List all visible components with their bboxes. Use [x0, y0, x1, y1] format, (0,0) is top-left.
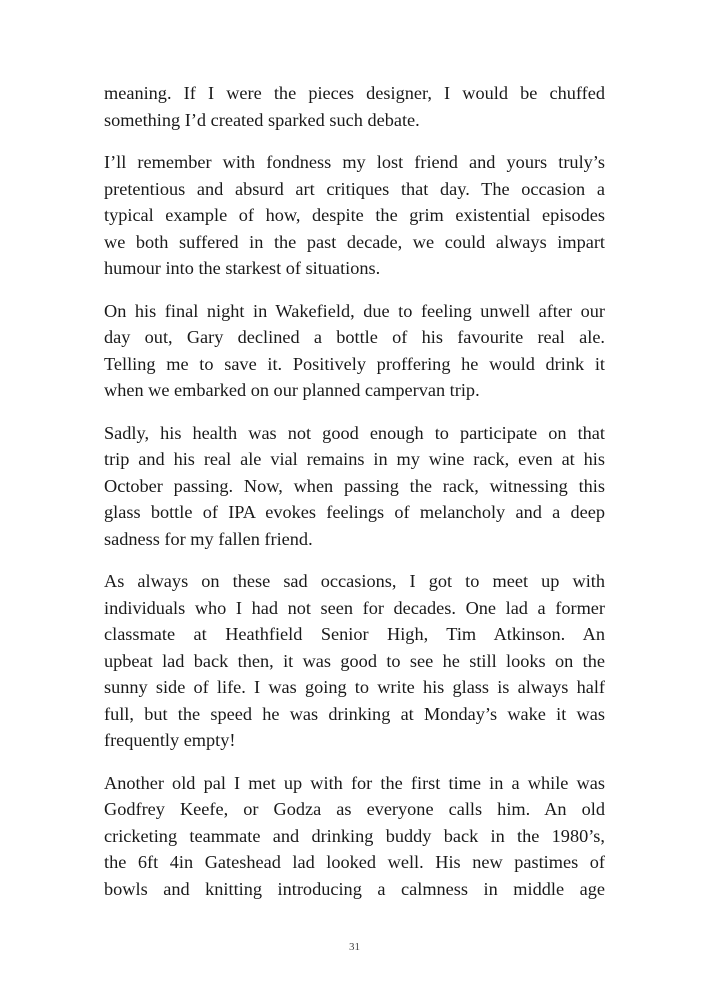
page-body [104, 80, 605, 918]
text-line: humour into the starkest of situations. [104, 258, 381, 278]
paragraph-2 [104, 149, 605, 282]
paragraph-1 [104, 80, 605, 133]
text-line: I’ll remember with fondness my lost friend and yours truly’s [104, 152, 605, 172]
text-line: typical example of how, despite the grim existential episodes [104, 205, 605, 225]
paragraph-5 [104, 568, 605, 754]
text-line: something I’d created sparked such debate. [104, 109, 420, 130]
paragraph-4 [104, 420, 605, 553]
text-line: bowls and knitting introducing a calmness in middle age [104, 878, 605, 899]
page-number: 31 [349, 941, 360, 953]
text-line: classmate at Heathfield Senior High, Tim Atkinson. An [104, 624, 605, 644]
text-line: trip and his real ale vial remains in my wine rack, even at his [104, 449, 605, 469]
text-line: Godfrey Keefe, or Godza as everyone calls him. An old [104, 799, 605, 819]
paragraph-6 [104, 770, 605, 903]
text-line: cricketing teammate and drinking buddy back in the 1980’s, [104, 825, 605, 846]
text-line: we both suffered in the past decade, we could always impart [104, 231, 605, 252]
text-line: Another old pal I met up with for the first time in a while was [104, 772, 605, 793]
text-line: glass bottle of IPA evokes feelings of melancholy and a deep [104, 502, 605, 522]
text-line: sadness for my fallen friend. [104, 528, 313, 549]
text-line: the 6ft 4in Gateshead lad looked well. His new pastimes of [104, 852, 605, 872]
text-line: day out, Gary declined a bottle of his favourite real ale. [104, 327, 605, 347]
text-line: individuals who I had not seen for decades. One lad a former [104, 597, 605, 618]
text-line: pretentious and absurd art critiques that day. The occasion a [104, 178, 605, 199]
text-line: October passing. Now, when passing the rack, witnessing this [104, 475, 605, 496]
text-line: As always on these sad occasions, I got to meet up with [104, 571, 605, 591]
text-line: full, but the speed he was drinking at Monday’s wake it was [104, 703, 605, 724]
text-line: sunny side of life. I was going to write his glass is always half [104, 677, 605, 697]
text-line: meaning. If I were the pieces designer, I would be chuffed [104, 83, 605, 103]
text-line: On his final night in Wakefield, due to feeling unwell after our [104, 300, 605, 321]
text-line: Telling me to save it. Positively proffering he would drink it [104, 353, 605, 374]
text-line: when we embarked on our planned campervan trip. [104, 380, 480, 400]
paragraph-3 [104, 298, 605, 404]
text-line: Sadly, his health was not good enough to participate on that [104, 422, 605, 443]
text-line: frequently empty! [104, 730, 236, 750]
text-line: upbeat lad back then, it was good to see he still looks on the [104, 650, 605, 671]
